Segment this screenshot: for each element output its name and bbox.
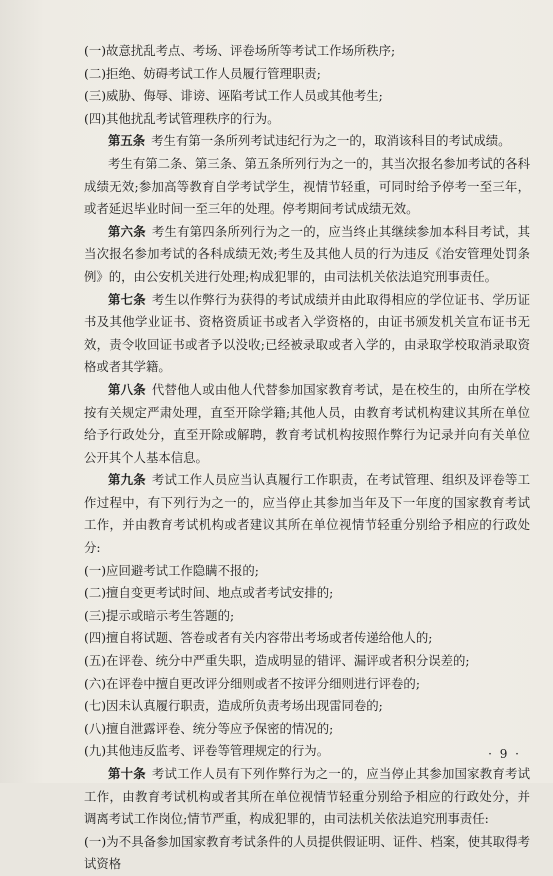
list-item: (二)擅自变更考试时间、地点或者考试安排的; [84, 585, 334, 601]
article-9-heading: 第九条 [108, 472, 146, 488]
list-item: (七)因未认真履行职责，造成所负责考场出现雷同卷的; [84, 698, 383, 714]
list-item: (一)故意扰乱考点、考场、评卷场所等考试工作场所秩序; [84, 43, 396, 58]
list-item: (二)拒绝、妨碍考试工作人员履行管理职责; [84, 65, 321, 81]
article-8-text: 代替他人或由他人代替参加国家教育考试，是在校生的，由所在学校按有关规定严肃处理，直至开除学籍;其他人员，由教育考试机构建议其所在单位给予行政处分，直至开除或解聘，教育考试机构按照作弊行为记录并向有关单位公开其个人基本信息。 [84, 381, 531, 465]
article-8-heading: 第八条 [108, 381, 146, 397]
article-10-heading: 第十条 [108, 766, 146, 781]
article-5 [84, 130, 530, 153]
article-7-text: 考生以作弊行为获得的考试成绩并由此取得相应的学位证书、学历证书及其他学业证书、资格资质证书或者入学资格的，由证书颁发机关宣布证书无效，责令收回证书或者予以没收;已经被录取或者入学的，由录取学校取消录取资格或者其学籍。 [84, 291, 531, 375]
article-10-text: 考试工作人员有下列作弊行为之一的，应当停止其参加国家教育考试工作，由教育考试机构或者其所在单位视情节轻重分别给予相应的行政处分，并调离考试工作岗位;情节严重，构成犯罪的，由司法机关依法追究刑事责任: [84, 766, 531, 827]
article-6 [84, 221, 530, 289]
article-5-paragraph-2: 考生有第二条、第三条、第五条所列行为之一的，其当次报名参加考试的各科成绩无效;参加高等教育自学考试学生，视情节轻重，可同时给予停考一至三年，或者延迟毕业时间一至三年的处理。停考期间考试成绩无效。 [84, 155, 530, 217]
article-7 [84, 289, 530, 379]
list-item: (一)应回避考试工作隐瞒不报的; [84, 562, 259, 578]
article-9 [84, 469, 530, 559]
article-10 [84, 763, 530, 831]
document-body [84, 40, 530, 876]
list-item: (四)其他扰乱考试管理秩序的行为。 [84, 110, 280, 126]
list-item: (四)擅自将试题、答卷或者有关内容带出考场或者传递给他人的; [84, 630, 433, 646]
article-6-heading: 第六条 [108, 223, 146, 239]
list-item: (三)提示或暗示考生答题的; [84, 607, 235, 623]
article-6-text: 考生有第四条所列行为之一的，应当终止其继续参加本科目考试，其当次报名参加考试的各科成绩无效;考生及其他人员的行为违反《治安管理处罚条例》的，由公安机关进行处理;构成犯罪的，由司法机关依法追究刑事责任。 [84, 223, 531, 284]
article-5-heading: 第五条 [108, 133, 146, 149]
article-7-heading: 第七条 [108, 291, 146, 307]
list-item: (八)擅自泄露评卷、统分等应予保密的情况的; [84, 720, 334, 736]
page-number: · 9 · [488, 747, 521, 761]
list-item: (九)其他违反监考、评卷等管理规定的行为。 [84, 743, 330, 759]
list-item: (一)为不具备参加国家教育考试条件的人员提供假证明、证件、档案，使其取得考试资格 [84, 833, 530, 872]
list-item: (三)威胁、侮辱、诽谤、诬陷考试工作人员或其他考生; [84, 88, 383, 104]
article-5-text: 考生有第一条所列考试违纪行为之一的，取消该科目的考试成绩。 [151, 133, 511, 149]
article-8 [84, 379, 530, 469]
list-item: (五)在评卷、统分中严重失职，造成明显的错评、漏评或者积分误差的; [84, 653, 470, 669]
list-item: (六)在评卷中擅自更改评分细则或者不按评分细则进行评卷的; [84, 675, 420, 691]
article-9-text: 考试工作人员应当认真履行工作职责，在考试管理、组织及评卷等工作过程中，有下列行为之一的，应当停止其参加当年及下一年度的国家教育考试工作，并由教育考试机构或者建议其所在单位视情节轻重分别给予相应的行政处分: [84, 472, 531, 556]
